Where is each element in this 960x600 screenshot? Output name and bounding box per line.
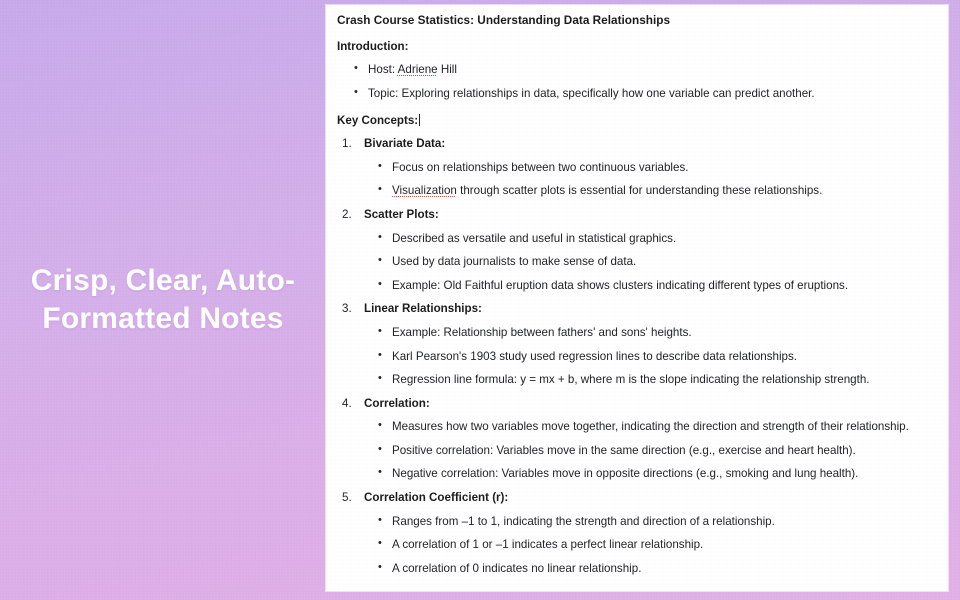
- list-item: [364, 256, 942, 268]
- promo-heading: Crisp, Clear, Auto-Formatted Notes: [30, 264, 296, 335]
- list-item: [364, 516, 942, 528]
- concept-1-point-text: Focus on relationships between two continuous variables.: [392, 160, 689, 174]
- concept-bullet-list: [364, 233, 942, 292]
- list-item: [364, 563, 942, 575]
- concept-bullet-list: [364, 421, 942, 480]
- list-item: [364, 162, 942, 174]
- concept-1-point-text-cont: through scatter plots is essential for understanding these relationships.: [456, 184, 823, 198]
- concept-1-point-misspelled-word[interactable]: Visualization: [392, 184, 457, 198]
- intro-item-text: Host:: [368, 63, 398, 77]
- text-caret: [419, 114, 420, 126]
- list-item: [334, 88, 942, 100]
- list-item: [364, 468, 942, 480]
- concept-5-point-text: Ranges from –1 to 1, indicating the strength and direction of a relationship.: [392, 514, 775, 528]
- notes-document-panel[interactable]: [326, 5, 948, 591]
- intro-item-text: Topic: Exploring relationships in data, specifically how one variable can predict another.: [368, 86, 815, 100]
- document-title: Crash Course Statistics: Understanding Data Relationships: [337, 13, 671, 27]
- concept-3-point-text: Example: Relationship between fathers' and sons' heights.: [392, 325, 692, 339]
- concept-item: [334, 209, 942, 291]
- concept-2-point-text: Example: Old Faithful eruption data shows clusters indicating different types of eruptions.: [392, 278, 849, 292]
- key-concepts-list: [334, 138, 942, 574]
- concept-5-point-text: A correlation of 1 or –1 indicates a perfect linear relationship.: [392, 538, 704, 552]
- concept-title: Correlation Coefficient (r):: [364, 491, 509, 505]
- intro-item-misspelled-word[interactable]: Adriene: [397, 63, 438, 77]
- notes-document-body[interactable]: [334, 15, 942, 574]
- concept-title: Scatter Plots:: [364, 207, 439, 221]
- list-item: [364, 539, 942, 551]
- list-item: [364, 185, 942, 197]
- list-item: [364, 351, 942, 363]
- concept-bullet-list: [364, 162, 942, 197]
- key-concepts-label: Key Concepts:: [337, 113, 419, 127]
- list-item: [334, 64, 942, 76]
- concept-4-point-text: Negative correlation: Variables move in opposite directions (e.g., smoking and lung health).: [392, 467, 859, 481]
- introduction-heading: Introduction:: [337, 39, 409, 53]
- list-item: [364, 233, 942, 245]
- list-item: [364, 421, 942, 433]
- concept-2-point-text: Described as versatile and useful in statistical graphics.: [392, 231, 677, 245]
- concept-title: Bivariate Data:: [364, 137, 446, 151]
- concept-5-point-text: A correlation of 0 indicates no linear relationship.: [392, 561, 642, 575]
- promo-panel: [0, 0, 326, 600]
- concept-3-point-text: Karl Pearson's 1903 study used regression lines to describe data relationships.: [392, 349, 798, 363]
- list-item: [364, 445, 942, 457]
- concept-title: Linear Relationships:: [364, 302, 482, 316]
- concept-bullet-list: [364, 327, 942, 386]
- intro-item-text-cont: Hill: [437, 63, 457, 77]
- concept-item: [334, 138, 942, 197]
- concept-4-point-text: Positive correlation: Variables move in the same direction (e.g., exercise and heart health).: [392, 443, 856, 457]
- concept-3-point-text: Regression line formula: y = mx + b, where m is the slope indicating the relationship strength.: [392, 373, 870, 387]
- list-item: [364, 327, 942, 339]
- key-concepts-heading: [334, 114, 420, 127]
- concept-item: [334, 398, 942, 480]
- introduction-list: [334, 64, 942, 99]
- list-item: [364, 374, 942, 386]
- list-item: [364, 280, 942, 292]
- concept-title: Correlation:: [364, 396, 430, 410]
- concept-bullet-list: [364, 516, 942, 575]
- concept-item: [334, 303, 942, 385]
- concept-4-point-text: Measures how two variables move together, indicating the direction and strength of their relationship.: [392, 420, 909, 434]
- concept-item: [334, 492, 942, 574]
- concept-2-point-text: Used by data journalists to make sense of data.: [392, 255, 637, 269]
